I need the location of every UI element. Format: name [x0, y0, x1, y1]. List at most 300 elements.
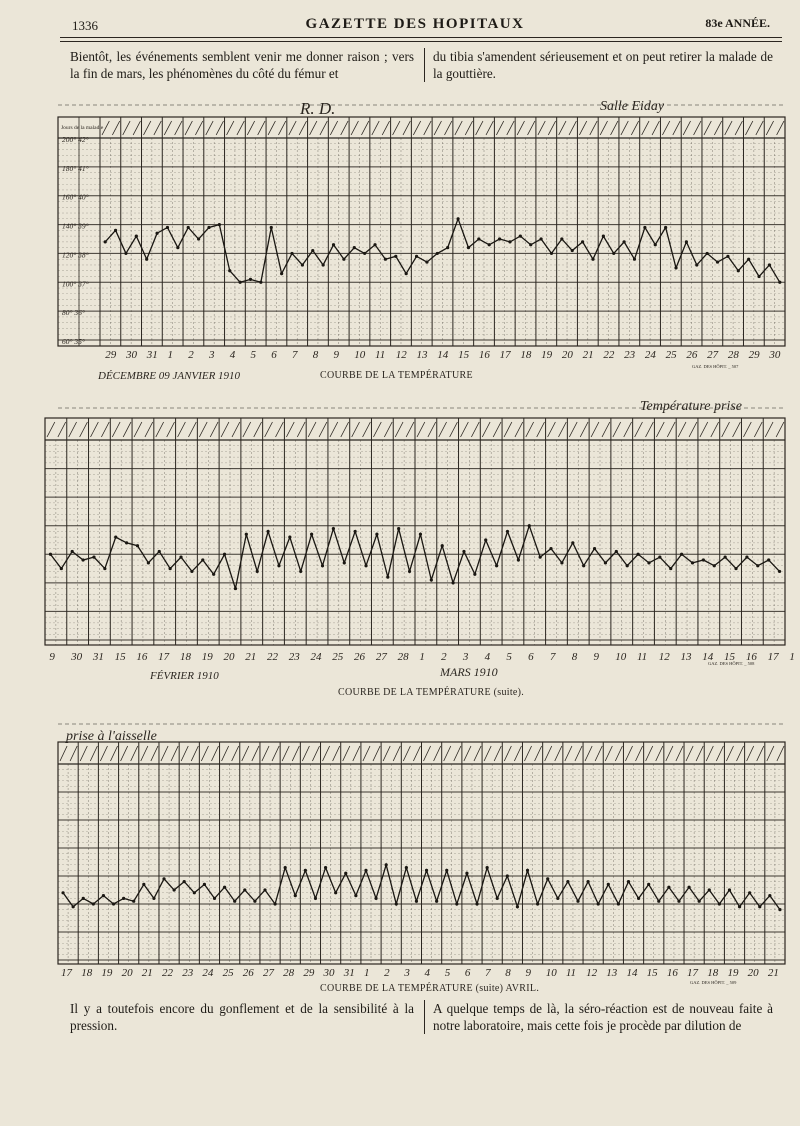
- header-hatch-mark: [289, 121, 296, 135]
- header-hatch-mark: [754, 422, 762, 437]
- temperature-point: [486, 866, 489, 869]
- temperature-point: [726, 255, 729, 258]
- handwritten-title-right: Salle Eiday: [600, 99, 665, 114]
- header-hatch-mark: [600, 121, 607, 135]
- header-hatch-mark: [673, 121, 680, 135]
- header-hatch-mark: [486, 121, 493, 135]
- header-hatch-mark: [450, 422, 458, 437]
- temperature-point: [473, 573, 476, 576]
- x-day-label: 19: [727, 967, 739, 979]
- journal-title: GAZETTE DES HOPITAUX: [305, 16, 525, 32]
- header-hatch-mark: [439, 422, 447, 437]
- header-hatch-mark: [297, 422, 305, 437]
- temperature-point: [176, 246, 179, 249]
- temperature-point: [135, 235, 138, 238]
- temperature-point: [484, 538, 487, 541]
- temperature-point: [758, 905, 761, 908]
- header-hatch-mark: [181, 746, 188, 761]
- header-hatch-mark: [504, 746, 511, 761]
- header-hatch-mark: [424, 746, 431, 761]
- header-hatch-mark: [676, 746, 683, 761]
- temperature-point: [488, 243, 491, 246]
- header-hatch-mark: [737, 746, 744, 761]
- month-label-fevrier: FÉVRIER 1910: [150, 670, 219, 682]
- header-hatch-mark: [262, 746, 269, 761]
- header-hatch-mark: [461, 422, 469, 437]
- temperature-point: [223, 886, 226, 889]
- temperature-point: [425, 869, 428, 872]
- x-day-label: 20: [121, 967, 133, 979]
- header-hatch-mark: [227, 121, 234, 135]
- temperature-point: [724, 556, 727, 559]
- temperature-point: [643, 226, 646, 229]
- temperature-point: [314, 897, 317, 900]
- header-hatch-mark: [726, 746, 733, 761]
- header-hatch-mark: [383, 746, 390, 761]
- header-hatch-mark: [134, 422, 142, 437]
- temperature-point: [647, 883, 650, 886]
- x-day-label: 16: [745, 651, 757, 663]
- x-day-label: 27: [707, 349, 719, 361]
- header-hatch-mark: [504, 422, 512, 437]
- header-hatch-mark: [611, 121, 618, 135]
- header-hatch-mark: [265, 422, 273, 437]
- header-hatch-mark: [722, 422, 730, 437]
- header-hatch-mark: [393, 121, 400, 135]
- header-hatch-mark: [656, 746, 663, 761]
- header-hatch-mark: [548, 121, 555, 135]
- header-hatch-mark: [474, 746, 481, 761]
- x-day-label: 20: [561, 349, 573, 361]
- x-day-label: 3: [462, 651, 469, 663]
- temperature-point: [239, 281, 242, 284]
- temperature-point: [114, 536, 117, 539]
- header-hatch-mark: [252, 746, 259, 761]
- temperature-point: [708, 888, 711, 891]
- year-label: 83e ANNÉE.: [705, 16, 770, 30]
- temperature-point: [72, 905, 75, 908]
- header-hatch-mark: [694, 121, 701, 135]
- temperature-point: [92, 902, 95, 905]
- temperature-point: [152, 897, 155, 900]
- month-label: DÉCEMBRE 09 JANVIER 1910: [98, 370, 241, 382]
- header-hatch-mark: [90, 746, 97, 761]
- temperature-point: [301, 263, 304, 266]
- temperature-point: [147, 561, 150, 564]
- header-hatch-mark: [254, 422, 262, 437]
- header-hatch-mark: [333, 746, 340, 761]
- header-hatch-mark: [434, 746, 441, 761]
- temperature-point: [397, 527, 400, 530]
- temperature-point: [354, 894, 357, 897]
- header-hatch-mark: [372, 121, 379, 135]
- temperature-point: [207, 226, 210, 229]
- x-day-label: 27: [375, 651, 387, 663]
- x-day-label: 15: [114, 651, 126, 663]
- temperature-point: [125, 541, 128, 544]
- header-hatch-mark: [258, 121, 265, 135]
- x-day-label: 20: [747, 967, 759, 979]
- temperature-point: [243, 888, 246, 891]
- x-day-label: 29: [303, 967, 315, 979]
- header-hatch-mark: [735, 121, 742, 135]
- temperature-point: [419, 533, 422, 536]
- corner-label: Jours de la maladie: [61, 125, 104, 131]
- temperature-point: [734, 567, 737, 570]
- x-day-label: 6: [464, 967, 471, 979]
- temperature-point: [294, 894, 297, 897]
- header-hatch-mark: [706, 746, 713, 761]
- x-day-label: 3: [208, 349, 215, 361]
- header-hatch-mark: [678, 422, 686, 437]
- x-day-label: 18: [520, 349, 532, 361]
- temperature-point: [190, 570, 193, 573]
- temperature-point: [155, 232, 158, 235]
- header-hatch-mark: [605, 746, 612, 761]
- temperature-line: [105, 219, 780, 282]
- header-hatch-mark: [151, 746, 158, 761]
- x-day-label: 12: [586, 967, 598, 979]
- temperature-point: [81, 558, 84, 561]
- header-hatch-mark: [683, 121, 690, 135]
- header-hatch-mark: [123, 121, 130, 135]
- temperature-point: [757, 275, 760, 278]
- header-hatch-mark: [292, 746, 299, 761]
- header-hatch-mark: [756, 121, 763, 135]
- header-hatch-mark: [320, 121, 327, 135]
- header-hatch-mark: [101, 422, 109, 437]
- header-hatch-mark: [777, 746, 784, 761]
- temperature-point: [212, 573, 215, 576]
- header-hatch-mark: [646, 746, 653, 761]
- header-hatch-mark: [624, 422, 632, 437]
- header-hatch-mark: [185, 121, 192, 135]
- temperature-point: [375, 533, 378, 536]
- temperature-point: [142, 883, 145, 886]
- header-hatch-mark: [776, 422, 784, 437]
- y-tick-label: 200° 42°: [62, 135, 89, 144]
- y-tick-label: 60° 35°: [62, 337, 85, 346]
- header-hatch-mark: [700, 422, 708, 437]
- x-day-label: 9: [333, 349, 340, 361]
- temperature-point: [234, 587, 237, 590]
- temperature-point: [363, 252, 366, 255]
- header-hatch-mark: [216, 121, 223, 135]
- x-day-label: 26: [686, 349, 698, 361]
- header-hatch-mark: [515, 422, 523, 437]
- x-day-label: 15: [458, 349, 470, 361]
- x-day-label: 1: [363, 967, 370, 979]
- temperature-point: [495, 564, 498, 567]
- header-hatch-mark: [232, 422, 240, 437]
- temperature-point: [767, 558, 770, 561]
- x-day-label: 18: [81, 967, 93, 979]
- header-hatch-mark: [662, 121, 669, 135]
- temperature-point: [342, 258, 345, 261]
- y-tick-label: 140° 39°: [62, 221, 89, 231]
- x-day-label: 17: [61, 967, 73, 979]
- header-hatch-mark: [476, 121, 483, 135]
- header-hatch-mark: [353, 746, 360, 761]
- x-day-label: 15: [724, 651, 736, 663]
- x-day-label: 28: [727, 349, 739, 361]
- temperature-point: [528, 524, 531, 527]
- header-hatch-mark: [373, 746, 380, 761]
- x-day-label: 5: [250, 349, 256, 361]
- x-day-label: 28: [397, 651, 409, 663]
- temperature-point: [201, 558, 204, 561]
- header-hatch-mark: [210, 422, 218, 437]
- x-day-label: 4: [229, 349, 236, 361]
- x-day-label: 24: [202, 967, 214, 979]
- header-hatch-mark: [471, 422, 479, 437]
- header-hatch-mark: [112, 422, 120, 437]
- header-hatch-mark: [175, 121, 182, 135]
- header-hatch-mark: [69, 422, 77, 437]
- x-day-label: 14: [437, 349, 449, 361]
- x-day-label: 12: [658, 651, 670, 663]
- handwritten-title-left: R. D.: [300, 99, 336, 118]
- temperature-point: [405, 272, 408, 275]
- temperature-point: [145, 258, 148, 261]
- x-day-label: 1: [167, 349, 173, 361]
- header-hatch-mark: [243, 422, 251, 437]
- temperature-point: [737, 269, 740, 272]
- header-hatch-mark: [747, 746, 754, 761]
- temperature-point: [747, 258, 750, 261]
- header-hatch-mark: [154, 121, 161, 135]
- header-hatch-mark: [276, 422, 284, 437]
- temperature-point: [332, 527, 335, 530]
- x-day-label: 12: [395, 349, 407, 361]
- header-hatch-mark: [493, 422, 501, 437]
- header-hatch-mark: [330, 422, 338, 437]
- temperature-point: [496, 897, 499, 900]
- x-day-label: 2: [188, 349, 194, 361]
- temperature-point: [637, 897, 640, 900]
- x-day-label: 8: [571, 651, 578, 663]
- y-tick-label: 100° 37°: [62, 279, 89, 289]
- header-hatch-mark: [121, 746, 128, 761]
- temperature-point: [664, 226, 667, 229]
- header-hatch-mark: [445, 121, 452, 135]
- header-hatch-mark: [222, 746, 229, 761]
- temperature-point: [698, 900, 701, 903]
- temperature-point: [617, 902, 620, 905]
- x-day-label: 16: [136, 651, 148, 663]
- temperature-point: [718, 902, 721, 905]
- header-hatch-mark: [161, 746, 168, 761]
- temperature-point: [508, 240, 511, 243]
- x-day-label: 3: [404, 967, 410, 979]
- bottom-right-paragraph: A quelque temps de là, la séro-réaction est de nouveau faite à notre laboratoire, mais cette fois je procède par dilution de: [433, 1001, 773, 1033]
- printer-mark: GAZ. DES HÔPIT. _ 508: [708, 661, 755, 666]
- header-hatch-mark: [615, 746, 622, 761]
- temperature-point: [691, 561, 694, 564]
- temperature-point: [394, 255, 397, 258]
- x-day-label: 22: [267, 651, 278, 663]
- x-day-label: 17: [158, 651, 170, 663]
- header-hatch-mark: [302, 746, 309, 761]
- x-day-label: 14: [702, 651, 714, 663]
- temperature-point: [519, 235, 522, 238]
- temperature-point: [343, 561, 346, 564]
- x-day-label: 19: [201, 651, 213, 663]
- temperature-point: [124, 252, 127, 255]
- header-hatch-mark: [635, 422, 643, 437]
- temperature-point: [633, 258, 636, 261]
- x-day-label: 17: [687, 967, 699, 979]
- temperature-point: [571, 249, 574, 252]
- header-hatch-mark: [310, 121, 317, 135]
- x-day-label: 29: [105, 349, 117, 361]
- header-hatch-mark: [591, 422, 599, 437]
- header-hatch-mark: [428, 422, 436, 437]
- x-day-label: 10: [545, 967, 557, 979]
- header-hatch-mark: [656, 422, 664, 437]
- temperature-point: [477, 237, 480, 240]
- header-hatch-mark: [625, 746, 632, 761]
- x-day-label: 22: [603, 349, 615, 361]
- printer-mark: GAZ. DES HÔPIT. _ 507: [692, 364, 739, 369]
- temperature-point: [506, 874, 509, 877]
- temperature-point: [435, 900, 438, 903]
- temperature-point: [136, 544, 139, 547]
- header-hatch-mark: [188, 422, 196, 437]
- header-hatch-mark: [711, 422, 719, 437]
- temperature-point: [713, 564, 716, 567]
- x-day-label: 8: [312, 349, 319, 361]
- temperature-point: [627, 880, 630, 883]
- header-hatch-mark: [341, 422, 349, 437]
- temperature-point: [415, 255, 418, 258]
- header-hatch-mark: [765, 422, 773, 437]
- x-day-label: 20: [223, 651, 235, 663]
- header-hatch-mark: [206, 121, 213, 135]
- header-hatch-mark: [361, 121, 368, 135]
- temperature-point: [249, 278, 252, 281]
- header-hatch-mark: [455, 121, 462, 135]
- x-day-label: 26: [242, 967, 254, 979]
- y-tick-label: 120° 38°: [62, 250, 89, 260]
- x-day-label: 15: [646, 967, 658, 979]
- temperature-point: [465, 872, 468, 875]
- header-hatch-mark: [646, 422, 654, 437]
- temperature-point: [657, 900, 660, 903]
- header-hatch-mark: [242, 746, 249, 761]
- x-day-label: 1: [789, 651, 795, 663]
- temperature-point: [745, 556, 748, 559]
- temperature-point: [498, 237, 501, 240]
- header-hatch-mark: [352, 422, 360, 437]
- header-hatch-mark: [484, 746, 491, 761]
- temperature-point: [49, 553, 52, 556]
- x-day-label: 21: [582, 349, 594, 361]
- x-day-label: 5: [444, 967, 451, 979]
- temperature-point: [593, 547, 596, 550]
- header-hatch-mark: [343, 746, 350, 761]
- temperature-point: [536, 902, 539, 905]
- chart-frame: [58, 117, 785, 346]
- temperature-point: [451, 581, 454, 584]
- chart-caption: COURBE DE LA TEMPÉRATURE (suite).: [338, 687, 525, 698]
- header-hatch-mark: [538, 121, 545, 135]
- x-day-label: 21: [141, 967, 153, 979]
- x-day-label: 25: [332, 651, 344, 663]
- header-hatch-mark: [545, 746, 552, 761]
- header-hatch-mark: [80, 422, 88, 437]
- temperature-point: [332, 243, 335, 246]
- header-hatch-mark: [444, 746, 451, 761]
- temperature-point: [516, 905, 519, 908]
- temperature-point: [441, 544, 444, 547]
- top-left-paragraph: Bientôt, les événements semblent venir me donner raison ; vers la fin de mars, les phénomènes du côté du fémur et: [70, 49, 414, 81]
- temperature-point: [768, 263, 771, 266]
- temperature-point: [280, 272, 283, 275]
- header-hatch-mark: [548, 422, 556, 437]
- header-hatch-mark: [569, 422, 577, 437]
- temperature-point: [197, 237, 200, 240]
- temperature-point: [615, 550, 618, 553]
- temperature-point: [560, 237, 563, 240]
- x-day-label: 9: [49, 651, 55, 663]
- temperature-point: [560, 561, 563, 564]
- temperature-point: [266, 530, 269, 533]
- temperature-point: [290, 252, 293, 255]
- header-hatch-mark: [145, 422, 153, 437]
- temperature-point: [626, 564, 629, 567]
- x-day-label: 16: [478, 349, 490, 361]
- header-hatch-mark: [482, 422, 490, 437]
- temperature-point: [677, 900, 680, 903]
- temperature-point: [550, 252, 553, 255]
- header-hatch-mark: [110, 746, 117, 761]
- top-right-paragraph: du tibia s'amendent sérieusement et on peut retirer la malade de la gouttière.: [433, 49, 773, 81]
- temperature-point: [213, 897, 216, 900]
- x-day-label: 10: [354, 349, 366, 361]
- header-hatch-mark: [156, 422, 164, 437]
- temperature-point: [591, 258, 594, 261]
- header-hatch-mark: [725, 121, 732, 135]
- temperature-point: [778, 908, 781, 911]
- temperature-point: [667, 886, 670, 889]
- header-hatch-mark: [413, 121, 420, 135]
- x-day-label: 21: [767, 967, 779, 979]
- header-hatch-mark: [272, 746, 279, 761]
- x-day-label: 4: [424, 967, 431, 979]
- temperature-point: [695, 263, 698, 266]
- temperature-point: [395, 902, 398, 905]
- header-hatch-mark: [247, 121, 254, 135]
- temperature-point: [647, 561, 650, 564]
- temperature-point: [658, 556, 661, 559]
- header-hatch-mark: [733, 422, 741, 437]
- x-day-label: 31: [92, 651, 104, 663]
- header-hatch-mark: [514, 746, 521, 761]
- x-day-label: 29: [748, 349, 760, 361]
- temperature-point: [716, 260, 719, 263]
- temperature-point: [582, 564, 585, 567]
- x-day-label: 30: [323, 967, 335, 979]
- header-hatch-mark: [351, 121, 358, 135]
- temperature-point: [539, 237, 542, 240]
- temperature-point: [436, 252, 439, 255]
- temperature-point: [778, 281, 781, 284]
- temperature-point: [756, 564, 759, 567]
- x-day-label: 14: [626, 967, 638, 979]
- header-hatch-mark: [686, 746, 693, 761]
- temperature-point: [270, 226, 273, 229]
